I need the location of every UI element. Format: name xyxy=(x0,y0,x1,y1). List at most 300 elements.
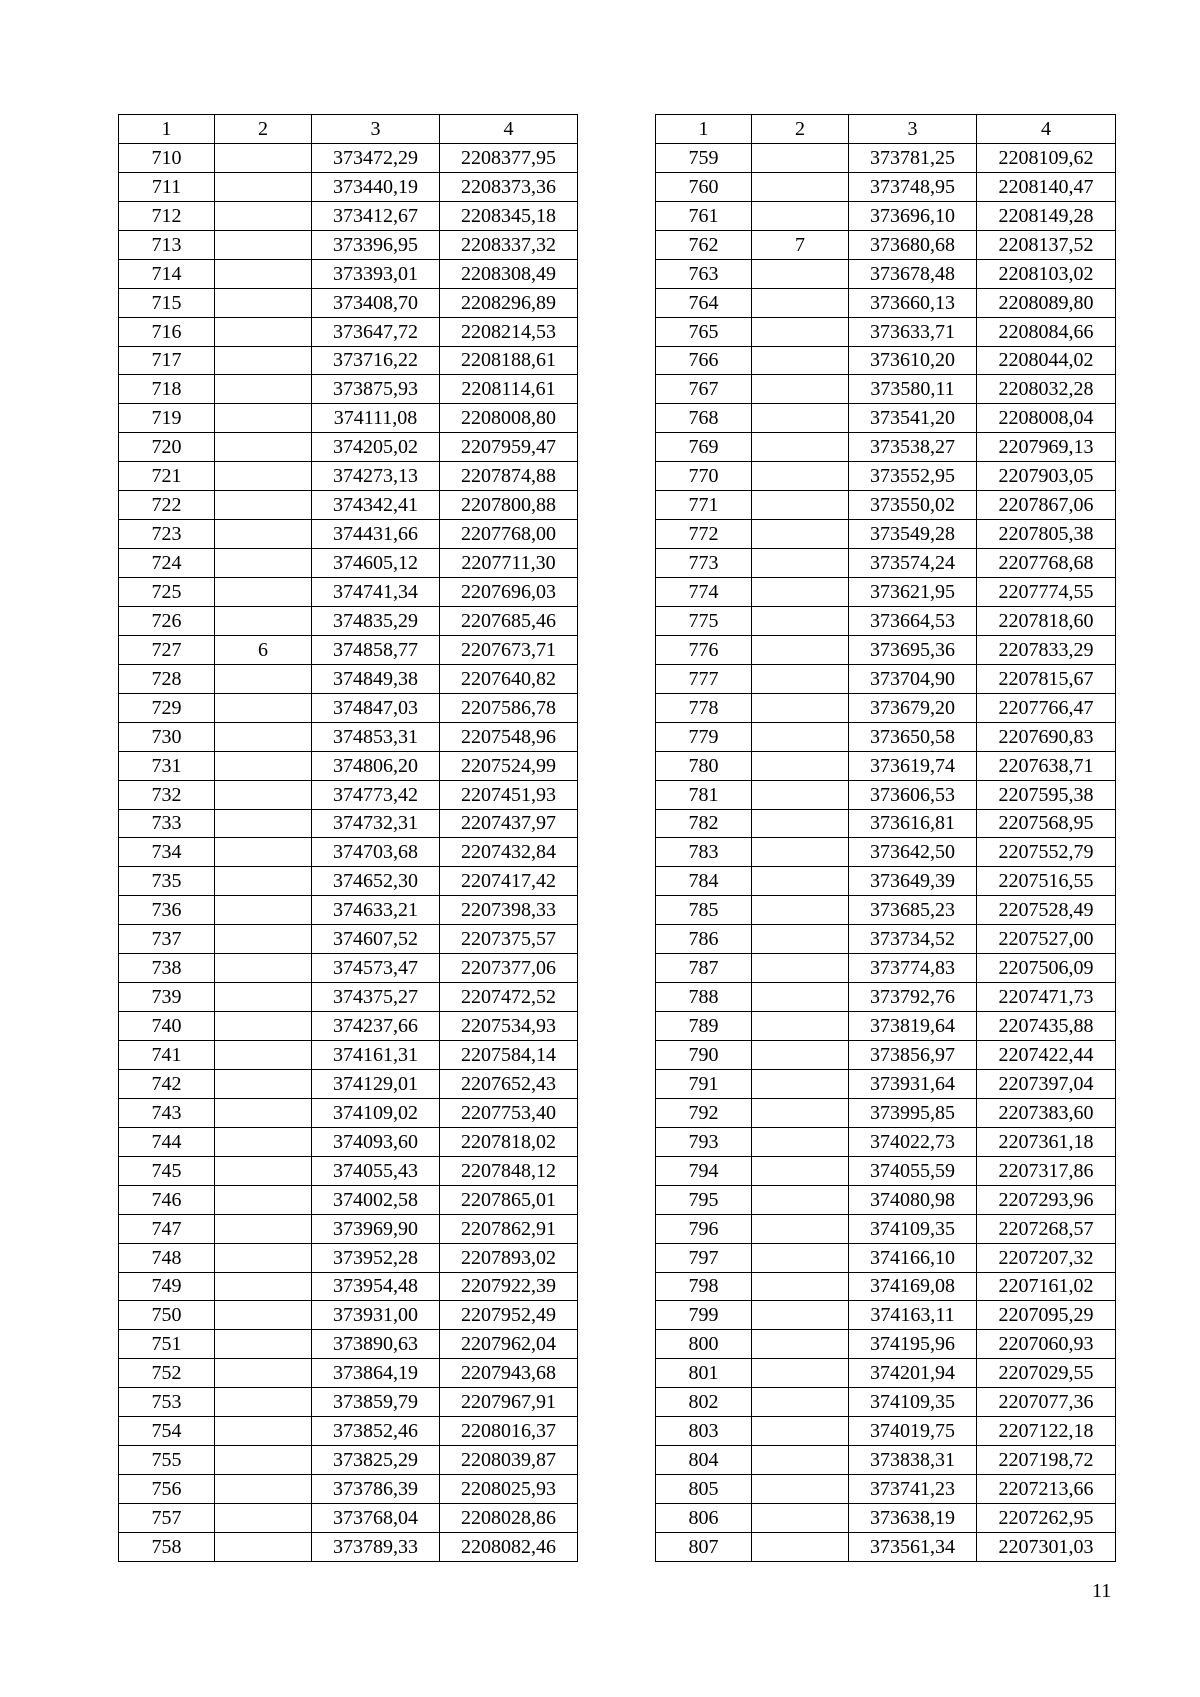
x-coordinate-cell: 374237,66 xyxy=(312,1012,440,1041)
contour-number-cell xyxy=(752,549,849,578)
table-row xyxy=(119,143,578,172)
contour-number-cell xyxy=(215,230,312,259)
point-number-cell: 716 xyxy=(119,317,215,346)
contour-number-cell xyxy=(752,606,849,635)
point-number-cell: 756 xyxy=(119,1475,215,1504)
y-coordinate-cell: 2207818,60 xyxy=(977,606,1116,635)
x-coordinate-cell: 373716,22 xyxy=(312,346,440,375)
x-coordinate-cell: 373734,52 xyxy=(849,925,977,954)
point-number-cell: 768 xyxy=(656,404,752,433)
contour-number-cell xyxy=(215,317,312,346)
point-number-cell: 753 xyxy=(119,1388,215,1417)
x-coordinate-cell: 373549,28 xyxy=(849,520,977,549)
y-coordinate-cell: 2207595,38 xyxy=(977,780,1116,809)
x-coordinate-cell: 373931,00 xyxy=(312,1301,440,1330)
table-row xyxy=(656,1012,1116,1041)
y-coordinate-cell: 2208296,89 xyxy=(440,288,578,317)
table-row xyxy=(119,664,578,693)
table-row xyxy=(656,1127,1116,1156)
table-row xyxy=(119,1243,578,1272)
table-row xyxy=(119,1041,578,1070)
point-number-cell: 722 xyxy=(119,491,215,520)
table-row xyxy=(119,317,578,346)
point-number-cell: 736 xyxy=(119,896,215,925)
x-coordinate-cell: 374375,27 xyxy=(312,983,440,1012)
contour-number-cell xyxy=(215,143,312,172)
contour-number-cell xyxy=(752,1098,849,1127)
point-number-cell: 733 xyxy=(119,809,215,838)
y-coordinate-cell: 2207815,67 xyxy=(977,664,1116,693)
contour-number-cell xyxy=(215,1214,312,1243)
y-coordinate-cell: 2207848,12 xyxy=(440,1156,578,1185)
contour-number-cell xyxy=(752,462,849,491)
contour-number-cell xyxy=(215,1475,312,1504)
contour-number-cell xyxy=(752,1504,849,1533)
x-coordinate-cell: 373616,81 xyxy=(849,809,977,838)
x-coordinate-cell: 373952,28 xyxy=(312,1243,440,1272)
contour-number-cell xyxy=(752,722,849,751)
contour-number-cell xyxy=(215,1012,312,1041)
table-row xyxy=(656,983,1116,1012)
y-coordinate-cell: 2207472,52 xyxy=(440,983,578,1012)
table-row xyxy=(119,1504,578,1533)
x-coordinate-cell: 374022,73 xyxy=(849,1127,977,1156)
y-coordinate-cell: 2207375,57 xyxy=(440,925,578,954)
table-row xyxy=(656,433,1116,462)
table-row xyxy=(119,404,578,433)
x-coordinate-cell: 373864,19 xyxy=(312,1359,440,1388)
x-coordinate-cell: 374858,77 xyxy=(312,635,440,664)
table-row xyxy=(119,172,578,201)
y-coordinate-cell: 2207962,04 xyxy=(440,1330,578,1359)
y-coordinate-cell: 2207867,06 xyxy=(977,491,1116,520)
table-row xyxy=(119,1359,578,1388)
y-coordinate-cell: 2207161,02 xyxy=(977,1272,1116,1301)
y-coordinate-cell: 2207586,78 xyxy=(440,693,578,722)
column-header-3: 3 xyxy=(312,115,440,144)
x-coordinate-cell: 373931,64 xyxy=(849,1069,977,1098)
contour-number-cell xyxy=(752,1214,849,1243)
table-row xyxy=(656,635,1116,664)
x-coordinate-cell: 373786,39 xyxy=(312,1475,440,1504)
x-coordinate-cell: 373649,39 xyxy=(849,867,977,896)
y-coordinate-cell: 2207397,04 xyxy=(977,1069,1116,1098)
contour-number-cell xyxy=(215,1504,312,1533)
contour-number-cell xyxy=(752,578,849,607)
x-coordinate-cell: 373696,10 xyxy=(849,201,977,230)
contour-number-cell xyxy=(752,375,849,404)
table-row xyxy=(119,346,578,375)
table-row xyxy=(656,375,1116,404)
x-coordinate-cell: 374195,96 xyxy=(849,1330,977,1359)
point-number-cell: 797 xyxy=(656,1243,752,1272)
x-coordinate-cell: 374607,52 xyxy=(312,925,440,954)
contour-number-cell xyxy=(752,491,849,520)
y-coordinate-cell: 2207774,55 xyxy=(977,578,1116,607)
x-coordinate-cell: 374055,43 xyxy=(312,1156,440,1185)
y-coordinate-cell: 2207301,03 xyxy=(977,1532,1116,1561)
table-row xyxy=(119,954,578,983)
table-row xyxy=(656,867,1116,896)
point-number-cell: 739 xyxy=(119,983,215,1012)
contour-number-cell xyxy=(215,404,312,433)
contour-number-cell xyxy=(752,1301,849,1330)
contour-number-cell xyxy=(752,867,849,896)
table-row xyxy=(119,983,578,1012)
y-coordinate-cell: 2207766,47 xyxy=(977,693,1116,722)
x-coordinate-cell: 373621,95 xyxy=(849,578,977,607)
point-number-cell: 765 xyxy=(656,317,752,346)
contour-number-cell xyxy=(752,1012,849,1041)
contour-number-cell xyxy=(215,433,312,462)
table-row xyxy=(119,722,578,751)
y-coordinate-cell: 2207122,18 xyxy=(977,1417,1116,1446)
point-number-cell: 785 xyxy=(656,896,752,925)
x-coordinate-cell: 374849,38 xyxy=(312,664,440,693)
x-coordinate-cell: 373650,58 xyxy=(849,722,977,751)
x-coordinate-cell: 373792,76 xyxy=(849,983,977,1012)
y-coordinate-cell: 2207967,91 xyxy=(440,1388,578,1417)
table-row xyxy=(119,578,578,607)
x-coordinate-cell: 374633,21 xyxy=(312,896,440,925)
table-row xyxy=(656,664,1116,693)
y-coordinate-cell: 2207524,99 xyxy=(440,751,578,780)
x-coordinate-cell: 374773,42 xyxy=(312,780,440,809)
y-coordinate-cell: 2207959,47 xyxy=(440,433,578,462)
contour-number-cell xyxy=(215,1388,312,1417)
y-coordinate-cell: 2207268,57 xyxy=(977,1214,1116,1243)
y-coordinate-cell: 2207753,40 xyxy=(440,1098,578,1127)
y-coordinate-cell: 2207095,29 xyxy=(977,1301,1116,1330)
point-number-cell: 711 xyxy=(119,172,215,201)
x-coordinate-cell: 373619,74 xyxy=(849,751,977,780)
contour-number-cell xyxy=(215,838,312,867)
contour-number-cell xyxy=(215,201,312,230)
x-coordinate-cell: 373838,31 xyxy=(849,1446,977,1475)
point-number-cell: 790 xyxy=(656,1041,752,1070)
x-coordinate-cell: 374111,08 xyxy=(312,404,440,433)
column-header-3: 3 xyxy=(849,115,977,144)
y-coordinate-cell: 2207568,95 xyxy=(977,809,1116,838)
x-coordinate-cell: 373995,85 xyxy=(849,1098,977,1127)
table-row xyxy=(119,1475,578,1504)
contour-number-cell xyxy=(215,1417,312,1446)
y-coordinate-cell: 2207383,60 xyxy=(977,1098,1116,1127)
table-row xyxy=(656,954,1116,983)
contour-number-cell xyxy=(215,1532,312,1561)
point-number-cell: 759 xyxy=(656,143,752,172)
table-row xyxy=(119,1330,578,1359)
table-row xyxy=(656,259,1116,288)
x-coordinate-cell: 374161,31 xyxy=(312,1041,440,1070)
y-coordinate-cell: 2207422,44 xyxy=(977,1041,1116,1070)
y-coordinate-cell: 2207317,86 xyxy=(977,1156,1116,1185)
y-coordinate-cell: 2207528,49 xyxy=(977,896,1116,925)
x-coordinate-cell: 374806,20 xyxy=(312,751,440,780)
point-number-cell: 715 xyxy=(119,288,215,317)
y-coordinate-cell: 2207768,68 xyxy=(977,549,1116,578)
point-number-cell: 807 xyxy=(656,1532,752,1561)
y-coordinate-cell: 2208188,61 xyxy=(440,346,578,375)
y-coordinate-cell: 2208214,53 xyxy=(440,317,578,346)
table-row xyxy=(119,1214,578,1243)
contour-number-cell xyxy=(215,1156,312,1185)
x-coordinate-cell: 373541,20 xyxy=(849,404,977,433)
x-coordinate-cell: 374002,58 xyxy=(312,1185,440,1214)
point-number-cell: 743 xyxy=(119,1098,215,1127)
point-number-cell: 766 xyxy=(656,346,752,375)
point-number-cell: 750 xyxy=(119,1301,215,1330)
point-number-cell: 772 xyxy=(656,520,752,549)
x-coordinate-cell: 373574,24 xyxy=(849,549,977,578)
column-header-4: 4 xyxy=(977,115,1116,144)
contour-number-cell xyxy=(752,1041,849,1070)
contour-number-cell xyxy=(215,925,312,954)
contour-number-cell xyxy=(752,201,849,230)
point-number-cell: 794 xyxy=(656,1156,752,1185)
point-number-cell: 777 xyxy=(656,664,752,693)
table-row xyxy=(656,809,1116,838)
x-coordinate-cell: 373969,90 xyxy=(312,1214,440,1243)
table-row xyxy=(119,606,578,635)
x-coordinate-cell: 374703,68 xyxy=(312,838,440,867)
point-number-cell: 798 xyxy=(656,1272,752,1301)
point-number-cell: 725 xyxy=(119,578,215,607)
x-coordinate-cell: 373748,95 xyxy=(849,172,977,201)
point-number-cell: 741 xyxy=(119,1041,215,1070)
y-coordinate-cell: 2208025,93 xyxy=(440,1475,578,1504)
y-coordinate-cell: 2207903,05 xyxy=(977,462,1116,491)
contour-number-cell xyxy=(215,722,312,751)
contour-number-cell xyxy=(215,954,312,983)
x-coordinate-cell: 373642,50 xyxy=(849,838,977,867)
point-number-cell: 714 xyxy=(119,259,215,288)
point-number-cell: 760 xyxy=(656,172,752,201)
table-row xyxy=(119,491,578,520)
x-coordinate-cell: 374431,66 xyxy=(312,520,440,549)
x-coordinate-cell: 373768,04 xyxy=(312,1504,440,1533)
point-number-cell: 788 xyxy=(656,983,752,1012)
table-row xyxy=(119,259,578,288)
x-coordinate-cell: 373741,23 xyxy=(849,1475,977,1504)
x-coordinate-cell: 373678,48 xyxy=(849,259,977,288)
x-coordinate-cell: 374129,01 xyxy=(312,1069,440,1098)
contour-number-cell xyxy=(752,1330,849,1359)
point-number-cell: 754 xyxy=(119,1417,215,1446)
point-number-cell: 802 xyxy=(656,1388,752,1417)
x-coordinate-cell: 374093,60 xyxy=(312,1127,440,1156)
y-coordinate-cell: 2208103,02 xyxy=(977,259,1116,288)
y-coordinate-cell: 2208345,18 xyxy=(440,201,578,230)
y-coordinate-cell: 2207893,02 xyxy=(440,1243,578,1272)
table-row xyxy=(656,404,1116,433)
x-coordinate-cell: 374605,12 xyxy=(312,549,440,578)
x-coordinate-cell: 373606,53 xyxy=(849,780,977,809)
table-row xyxy=(656,288,1116,317)
table-row xyxy=(656,780,1116,809)
contour-number-cell xyxy=(215,1041,312,1070)
y-coordinate-cell: 2207952,49 xyxy=(440,1301,578,1330)
page-number: 11 xyxy=(1092,1580,1112,1602)
table-row xyxy=(656,462,1116,491)
contour-number-cell xyxy=(215,664,312,693)
table-row xyxy=(656,838,1116,867)
x-coordinate-cell: 373890,63 xyxy=(312,1330,440,1359)
y-coordinate-cell: 2208028,86 xyxy=(440,1504,578,1533)
contour-number-cell xyxy=(752,664,849,693)
y-coordinate-cell: 2207293,96 xyxy=(977,1185,1116,1214)
x-coordinate-cell: 373695,36 xyxy=(849,635,977,664)
contour-number-cell xyxy=(215,288,312,317)
table-row xyxy=(656,1388,1116,1417)
y-coordinate-cell: 2208109,62 xyxy=(977,143,1116,172)
y-coordinate-cell: 2207077,36 xyxy=(977,1388,1116,1417)
contour-number-cell xyxy=(215,549,312,578)
point-number-cell: 755 xyxy=(119,1446,215,1475)
table-row xyxy=(656,925,1116,954)
contour-number-cell xyxy=(215,693,312,722)
y-coordinate-cell: 2207029,55 xyxy=(977,1359,1116,1388)
point-number-cell: 778 xyxy=(656,693,752,722)
table-row xyxy=(119,1388,578,1417)
contour-number-cell xyxy=(752,635,849,664)
table-row xyxy=(119,1185,578,1214)
y-coordinate-cell: 2207552,79 xyxy=(977,838,1116,867)
table-row xyxy=(656,1098,1116,1127)
contour-number-cell xyxy=(752,1388,849,1417)
contour-number-cell xyxy=(215,1272,312,1301)
contour-number-cell xyxy=(752,172,849,201)
table-row xyxy=(119,230,578,259)
contour-number-cell xyxy=(752,1243,849,1272)
contour-number-cell xyxy=(215,578,312,607)
y-coordinate-cell: 2207690,83 xyxy=(977,722,1116,751)
y-coordinate-cell: 2207361,18 xyxy=(977,1127,1116,1156)
x-coordinate-cell: 373647,72 xyxy=(312,317,440,346)
contour-number-cell xyxy=(752,954,849,983)
y-coordinate-cell: 2207548,96 xyxy=(440,722,578,751)
point-number-cell: 713 xyxy=(119,230,215,259)
point-number-cell: 731 xyxy=(119,751,215,780)
point-number-cell: 717 xyxy=(119,346,215,375)
x-coordinate-cell: 373852,46 xyxy=(312,1417,440,1446)
coordinates-table-right xyxy=(655,114,1116,1562)
contour-number-cell xyxy=(752,983,849,1012)
column-header-4: 4 xyxy=(440,115,578,144)
table-row xyxy=(656,751,1116,780)
table-row xyxy=(656,1301,1116,1330)
contour-number-cell xyxy=(752,1532,849,1561)
table-row xyxy=(656,1156,1116,1185)
x-coordinate-cell: 374201,94 xyxy=(849,1359,977,1388)
coordinates-table-left xyxy=(118,114,578,1562)
point-number-cell: 787 xyxy=(656,954,752,983)
table-row xyxy=(656,1185,1116,1214)
table-row xyxy=(119,896,578,925)
y-coordinate-cell: 2207435,88 xyxy=(977,1012,1116,1041)
point-number-cell: 801 xyxy=(656,1359,752,1388)
column-header-2: 2 xyxy=(752,115,849,144)
y-coordinate-cell: 2207673,71 xyxy=(440,635,578,664)
y-coordinate-cell: 2208008,04 xyxy=(977,404,1116,433)
point-number-cell: 734 xyxy=(119,838,215,867)
y-coordinate-cell: 2207768,00 xyxy=(440,520,578,549)
point-number-cell: 803 xyxy=(656,1417,752,1446)
point-number-cell: 769 xyxy=(656,433,752,462)
contour-number-cell xyxy=(215,1127,312,1156)
point-number-cell: 781 xyxy=(656,780,752,809)
y-coordinate-cell: 2208008,80 xyxy=(440,404,578,433)
table-row xyxy=(656,201,1116,230)
point-number-cell: 723 xyxy=(119,520,215,549)
point-number-cell: 773 xyxy=(656,549,752,578)
table-row xyxy=(656,1330,1116,1359)
x-coordinate-cell: 373704,90 xyxy=(849,664,977,693)
point-number-cell: 770 xyxy=(656,462,752,491)
point-number-cell: 782 xyxy=(656,809,752,838)
y-coordinate-cell: 2207584,14 xyxy=(440,1041,578,1070)
table-row xyxy=(119,751,578,780)
point-number-cell: 729 xyxy=(119,693,215,722)
y-coordinate-cell: 2207818,02 xyxy=(440,1127,578,1156)
table-row xyxy=(656,1069,1116,1098)
x-coordinate-cell: 373685,23 xyxy=(849,896,977,925)
point-number-cell: 735 xyxy=(119,867,215,896)
point-number-cell: 800 xyxy=(656,1330,752,1359)
contour-number-cell xyxy=(752,143,849,172)
table-row xyxy=(119,1012,578,1041)
y-coordinate-cell: 2207198,72 xyxy=(977,1446,1116,1475)
table-row xyxy=(656,491,1116,520)
point-number-cell: 730 xyxy=(119,722,215,751)
x-coordinate-cell: 373610,20 xyxy=(849,346,977,375)
contour-number-cell xyxy=(215,751,312,780)
point-number-cell: 728 xyxy=(119,664,215,693)
contour-number-cell xyxy=(215,462,312,491)
y-coordinate-cell: 2207638,71 xyxy=(977,751,1116,780)
y-coordinate-cell: 2208149,28 xyxy=(977,201,1116,230)
point-number-cell: 799 xyxy=(656,1301,752,1330)
table-row xyxy=(656,606,1116,635)
contour-number-cell xyxy=(215,809,312,838)
x-coordinate-cell: 374741,34 xyxy=(312,578,440,607)
table-row xyxy=(656,1214,1116,1243)
table-row xyxy=(119,1417,578,1446)
contour-number-cell xyxy=(752,433,849,462)
contour-number-cell xyxy=(215,491,312,520)
table-row xyxy=(119,693,578,722)
table-row xyxy=(656,693,1116,722)
contour-number-cell xyxy=(215,1069,312,1098)
point-number-cell: 746 xyxy=(119,1185,215,1214)
contour-number-cell xyxy=(215,1446,312,1475)
contour-number-cell xyxy=(752,1185,849,1214)
y-coordinate-cell: 2207969,13 xyxy=(977,433,1116,462)
x-coordinate-cell: 374163,11 xyxy=(849,1301,977,1330)
contour-number-cell xyxy=(752,693,849,722)
column-header-1: 1 xyxy=(119,115,215,144)
contour-number-cell: 6 xyxy=(215,635,312,664)
y-coordinate-cell: 2208137,52 xyxy=(977,230,1116,259)
x-coordinate-cell: 374109,35 xyxy=(849,1214,977,1243)
point-number-cell: 786 xyxy=(656,925,752,954)
y-coordinate-cell: 2207874,88 xyxy=(440,462,578,491)
x-coordinate-cell: 373789,33 xyxy=(312,1532,440,1561)
column-header-2: 2 xyxy=(215,115,312,144)
x-coordinate-cell: 373633,71 xyxy=(849,317,977,346)
contour-number-cell xyxy=(752,1127,849,1156)
table-row xyxy=(119,925,578,954)
